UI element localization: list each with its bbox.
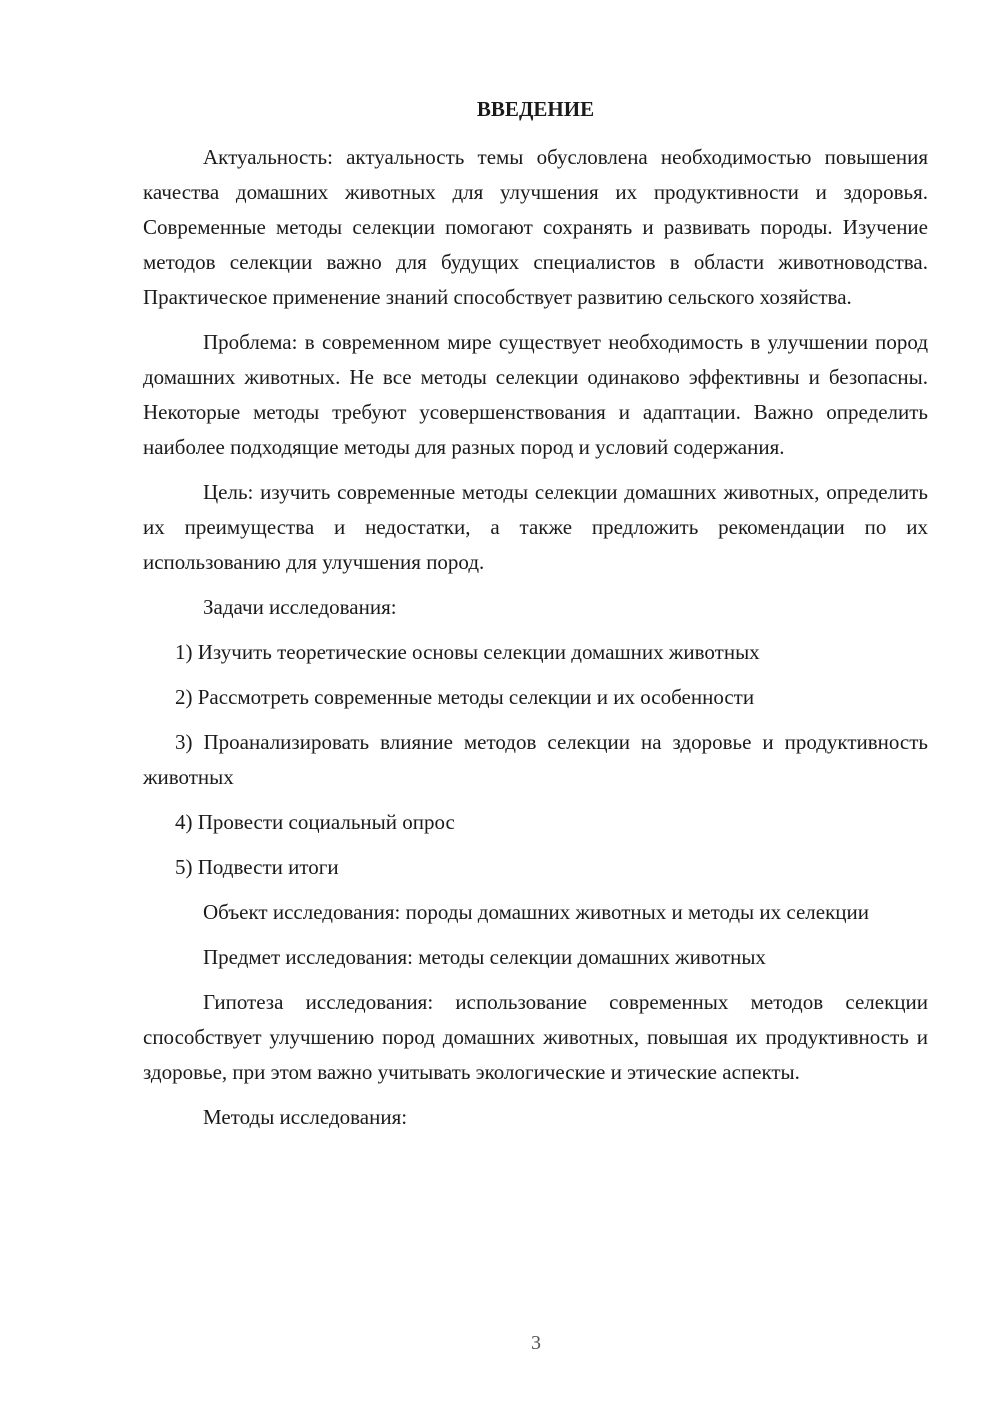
paragraph-relevance: Актуальность: актуальность темы обусловлена необходимостью повышения качества домашних животных для улучшения их продуктивности и здоровья. Современные методы селекции помогают сохранять и развивать породы. Изучение методов селекции важно для будущих специалистов в области животноводства. Практическое применение знаний способствует развитию сельского хозяйства.: [143, 145, 928, 309]
task-item-4: 4) Провести социальный опрос: [175, 810, 455, 834]
paragraph-hypothesis: Гипотеза исследования: использование современных методов селекции способствует улучшению пород домашних животных, повышая их продуктивность и здоровье, при этом важно учитывать экологические и этические аспекты.: [143, 990, 928, 1084]
task-item-1: 1) Изучить теоретические основы селекции домашних животных: [175, 640, 760, 664]
paragraph-object: Объект исследования: породы домашних животных и методы их селекции: [203, 900, 870, 924]
task-item-2: 2) Рассмотреть современные методы селекции и их особенности: [175, 685, 755, 709]
task-item-3: 3) Проанализировать влияние методов селекции на здоровье и продуктивность животных: [143, 730, 928, 789]
task-item-5: 5) Подвести итоги: [175, 855, 339, 879]
page-content: [143, 92, 928, 1145]
paragraph-goal: Цель: изучить современные методы селекции домашних животных, определить их преимущества и недостатки, а также предложить рекомендации по их использованию для улучшения пород.: [143, 480, 928, 574]
paragraph-subject: Предмет исследования: методы селекции домашних животных: [203, 945, 766, 969]
page-number: 3: [531, 1332, 541, 1354]
paragraph-problem: Проблема: в современном мире существует необходимость в улучшении пород домашних животных. Не все методы селекции одинаково эффективны и безопасны. Некоторые методы требуют усовершенствования и адаптации. Важно определить наиболее подходящие методы для разных пород и условий содержания.: [143, 330, 928, 459]
paragraph-methods-heading: Методы исследования:: [203, 1105, 408, 1129]
paragraph-tasks-heading: Задачи исследования:: [203, 595, 397, 619]
page-title: ВВЕДЕНИЕ: [476, 97, 595, 121]
